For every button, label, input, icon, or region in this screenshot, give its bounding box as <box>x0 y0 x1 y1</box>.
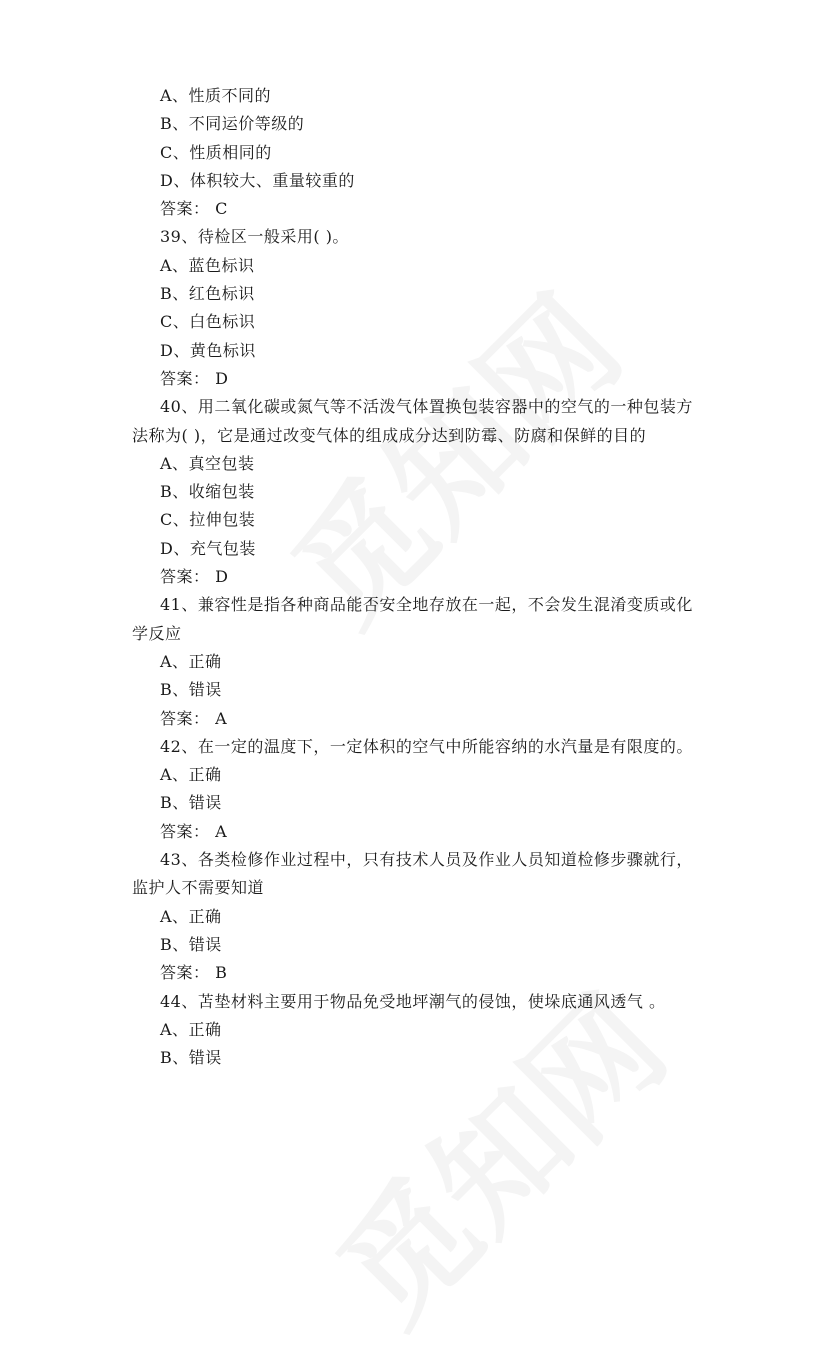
answer-key: 答案： A <box>160 708 228 728</box>
question-text: 42、在一定的温度下，一定体积的空气中所能容纳的水汽量是有限度的。 <box>160 736 693 756</box>
answer-option: B、错误 <box>160 934 222 954</box>
answer-option: B、红色标识 <box>160 284 255 304</box>
answer-option: A、正确 <box>160 906 222 926</box>
answer-option: A、真空包装 <box>160 453 255 473</box>
answer-option: B、错误 <box>160 1048 222 1068</box>
answer-key: 答案： D <box>160 567 229 587</box>
question-text-continued: 法称为( )，它是通过改变气体的组成成分达到防霉、防腐和保鲜的目的 <box>132 425 647 445</box>
question-text: 41、兼容性是指各种商品能否安全地存放在一起，不会发生混淆变质或化 <box>160 595 693 615</box>
answer-option: B、错误 <box>160 680 222 700</box>
answer-key: 答案： A <box>160 821 228 841</box>
answer-option: B、错误 <box>160 793 222 813</box>
question-text-continued: 学反应 <box>132 623 182 643</box>
question-text: 40、用二氧化碳或氮气等不活泼气体置换包装容器中的空气的一种包装方 <box>160 397 693 417</box>
answer-option: A、正确 <box>160 1019 222 1039</box>
answer-key: 答案： B <box>160 963 228 983</box>
answer-option: A、正确 <box>160 765 222 785</box>
answer-key: 答案： D <box>160 368 229 388</box>
question-text: 43、各类检修作业过程中，只有技术人员及作业人员知道检修步骤就行， <box>160 850 693 870</box>
answer-option: C、白色标识 <box>160 312 256 332</box>
question-text: 44、苫垫材料主要用于物品免受地坪潮气的侵蚀，使垛底通风透气 。 <box>160 991 666 1011</box>
answer-option: C、拉伸包装 <box>160 510 256 530</box>
question-text-continued: 监护人不需要知道 <box>132 878 265 898</box>
answer-option: A、蓝色标识 <box>160 255 255 275</box>
answer-option: A、正确 <box>160 651 222 671</box>
answer-option: D、体积较大、重量较重的 <box>160 170 355 190</box>
question-text: 39、待检区一般采用( )。 <box>160 227 349 247</box>
answer-option: C、性质相同的 <box>160 142 272 162</box>
exam-content <box>132 82 712 1072</box>
answer-option: B、不同运价等级的 <box>160 114 305 134</box>
answer-option: D、充气包装 <box>160 538 256 558</box>
answer-option: D、黄色标识 <box>160 340 256 360</box>
answer-option: A、性质不同的 <box>160 86 272 105</box>
answer-option: B、收缩包装 <box>160 482 255 502</box>
answer-key: 答案： C <box>160 199 228 219</box>
